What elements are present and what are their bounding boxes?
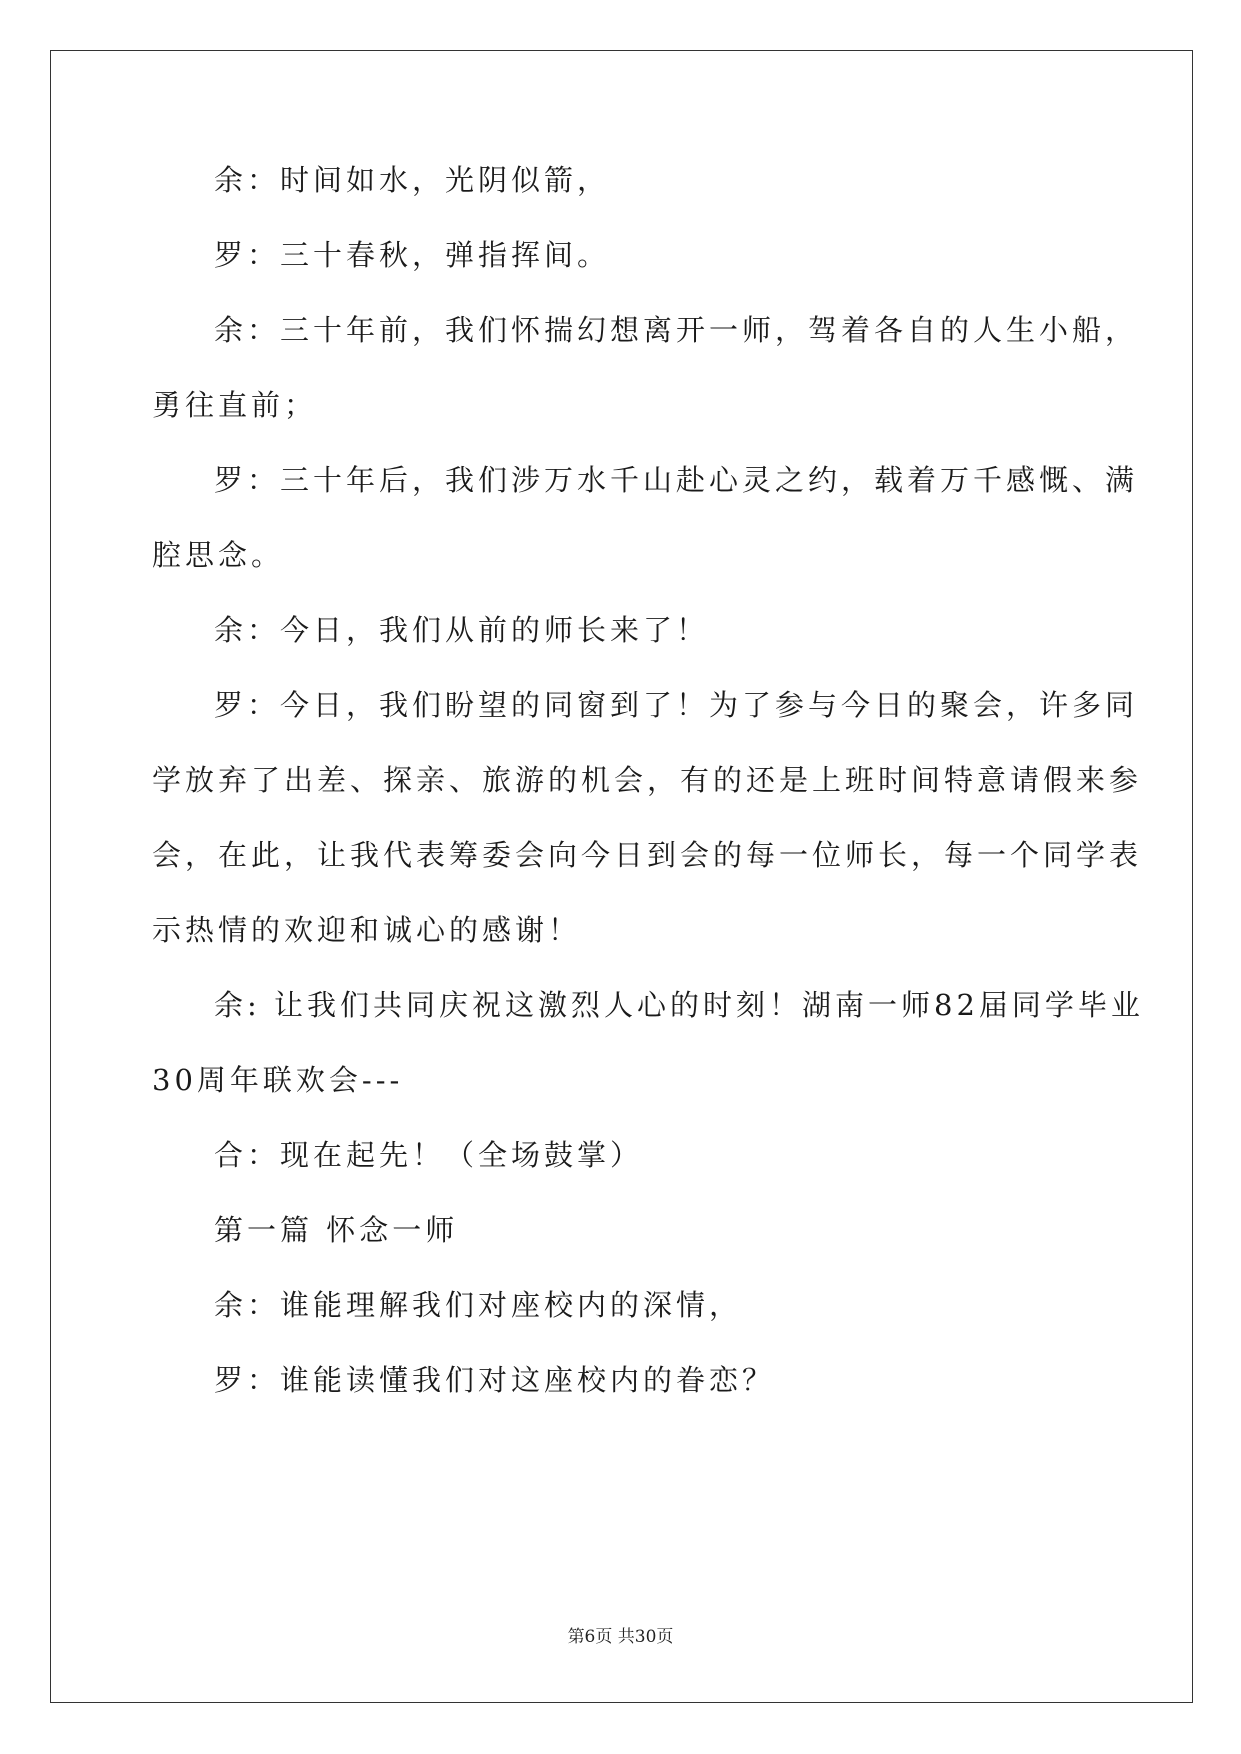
text-line: 会，在此，让我代表筹委会向今日到会的每一位师长，每一个同学表 [152, 838, 1143, 872]
section-heading: 第一篇 怀念一师 [214, 1213, 459, 1247]
page-number: 第6页 共30页 [567, 1627, 674, 1647]
text-line: 罗：三十春秋，弹指挥间。 [214, 238, 611, 272]
text-line: 余：三十年前，我们怀揣幻想离开一师，驾着各自的人生小船， [214, 313, 1139, 347]
text-line: 罗：三十年后，我们涉万水千山赴心灵之约，载着万千感慨、满 [214, 463, 1139, 497]
text-line: 合：现在起先！（全场鼓掌） [214, 1138, 644, 1172]
text-line: 余：时间如水，光阴似箭， [214, 163, 611, 197]
text-line: 勇往直前； [152, 388, 318, 422]
text-line: 余：今日，我们从前的师长来了！ [214, 613, 710, 647]
text-line: 余：谁能理解我们对座校内的深情， [214, 1288, 743, 1322]
text-line: 示热情的欢迎和诚心的感谢！ [152, 913, 582, 947]
text-line: 学放弃了出差、探亲、旅游的机会，有的还是上班时间特意请假来参 [152, 763, 1143, 797]
text-line: 罗：今日，我们盼望的同窗到了！为了参与今日的聚会，许多同 [214, 688, 1139, 722]
text-line: 腔思念。 [152, 538, 285, 572]
text-line: 30周年联欢会--- [152, 1063, 404, 1097]
page-border [50, 50, 1193, 1703]
text-line: 余: 让我们共同庆祝这激烈人心的时刻！湖南一师82届同学毕业 [214, 988, 1144, 1022]
text-line: 罗：谁能读懂我们对这座校内的眷恋？ [214, 1363, 776, 1397]
